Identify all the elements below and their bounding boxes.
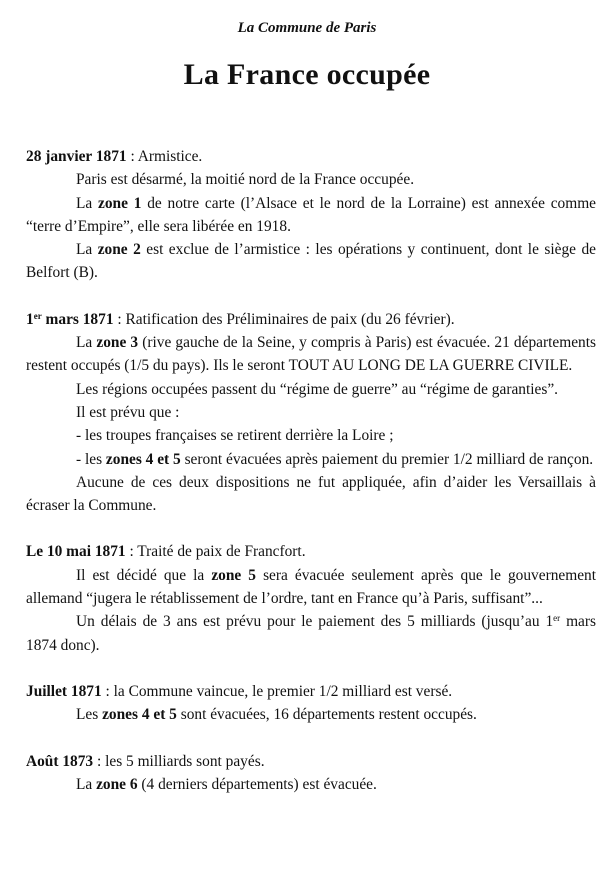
section-heading [26, 308, 596, 331]
paragraph [26, 564, 596, 611]
text-span: Il est décidé que la [76, 566, 212, 584]
zone-label: zone 1 [98, 194, 142, 212]
paragraph [26, 192, 596, 239]
date-number: 1 [26, 310, 34, 328]
date-label: Juillet 1871 [26, 682, 102, 700]
text-span: (rive gauche de la Seine, y compris à Paris) est évacuée. 21 départements restent occupés (1/5 du pays). Ils le seront TOUT AU LONG DE LA GUERRE CIVILE. [26, 334, 596, 375]
section-francfort [26, 540, 596, 656]
date-superscript: er [33, 310, 42, 321]
document-body [26, 145, 596, 819]
zone-label: zones 4 et 5 [105, 450, 181, 468]
section-armistice [26, 145, 596, 285]
section-heading [26, 540, 596, 563]
section-heading [26, 145, 596, 168]
date-label [26, 311, 114, 328]
event-text: : Armistice. [126, 148, 203, 165]
event-text: : Traité de paix de Francfort. [125, 543, 306, 561]
text-span: - les [76, 450, 106, 468]
date-label: 28 janvier 1871 [26, 148, 127, 165]
section-juillet [26, 680, 596, 727]
text-span: est exclue de l’armistice : les opérations y continuent, dont le siège de Belfort (B). [26, 241, 596, 282]
page-title: La France occupée [183, 58, 431, 91]
text-span: La [76, 775, 97, 793]
zone-label: zone 6 [96, 775, 138, 793]
section-ratification [26, 308, 596, 518]
text-span: Les [76, 706, 103, 724]
zone-label: zones 4 et 5 [102, 706, 177, 724]
list-item [26, 448, 596, 471]
date-label: Août 1873 [26, 752, 94, 770]
date-label: Le 10 mai 1871 [26, 543, 126, 561]
text-span: mars 1874 donc). [26, 613, 596, 654]
paragraph: Les régions occupées passent du “régime de guerre” au “régime de garanties”. [76, 380, 559, 398]
zone-label: zone 3 [96, 334, 139, 352]
paragraph: Il est prévu que : [76, 403, 180, 421]
paragraph [26, 773, 596, 796]
section-aout [26, 750, 596, 797]
text-span: seront évacuées après paiement du premier 1/2 milliard de rançon. [180, 450, 594, 468]
paragraph: Paris est désarmé, la moitié nord de la France occupée. [76, 171, 415, 189]
section-heading [26, 750, 596, 773]
paragraph [26, 238, 596, 285]
text-span: La [76, 194, 99, 212]
event-text: : les 5 milliards sont payés. [93, 752, 265, 770]
zone-label: zone 5 [211, 566, 256, 584]
superscript: er [553, 613, 561, 624]
paragraph [26, 331, 596, 378]
text-span: (4 derniers départements) est évacuée. [137, 775, 377, 793]
paragraph [26, 703, 596, 726]
running-title: La Commune de Paris [237, 20, 377, 36]
event-text: : la Commune vaincue, le premier 1/2 milliard est versé. [101, 682, 453, 700]
list-item: - les troupes françaises se retirent derrière la Loire ; [76, 427, 394, 445]
paragraph: Aucune de ces deux dispositions ne fut appliquée, afin d’aider les Versaillais à écraser la Commune. [26, 473, 596, 515]
text-span: La [76, 334, 97, 352]
text-span: sont évacuées, 16 départements restent occupés. [176, 706, 477, 724]
section-heading [26, 680, 596, 703]
paragraph [26, 610, 596, 657]
text-span: La [76, 241, 98, 259]
date-rest: mars 1871 [41, 310, 114, 328]
zone-label: zone 2 [97, 241, 141, 259]
text-span: sera évacuée seulement après que le gouvernement allemand “jugera le rétablissement de l’ordre, tant en France qu’à Paris, suffisant”... [26, 566, 596, 608]
event-text: : Ratification des Préliminaires de paix (du 26 février). [113, 310, 455, 328]
text-span: Un délais de 3 ans est prévu pour le paiement des 5 milliards (jusqu’au 1 [76, 613, 554, 631]
text-span: de notre carte (l’Alsace et le nord de la Lorraine) est annexée comme “terre d’Empire”, elle sera libérée en 1918. [26, 194, 596, 235]
